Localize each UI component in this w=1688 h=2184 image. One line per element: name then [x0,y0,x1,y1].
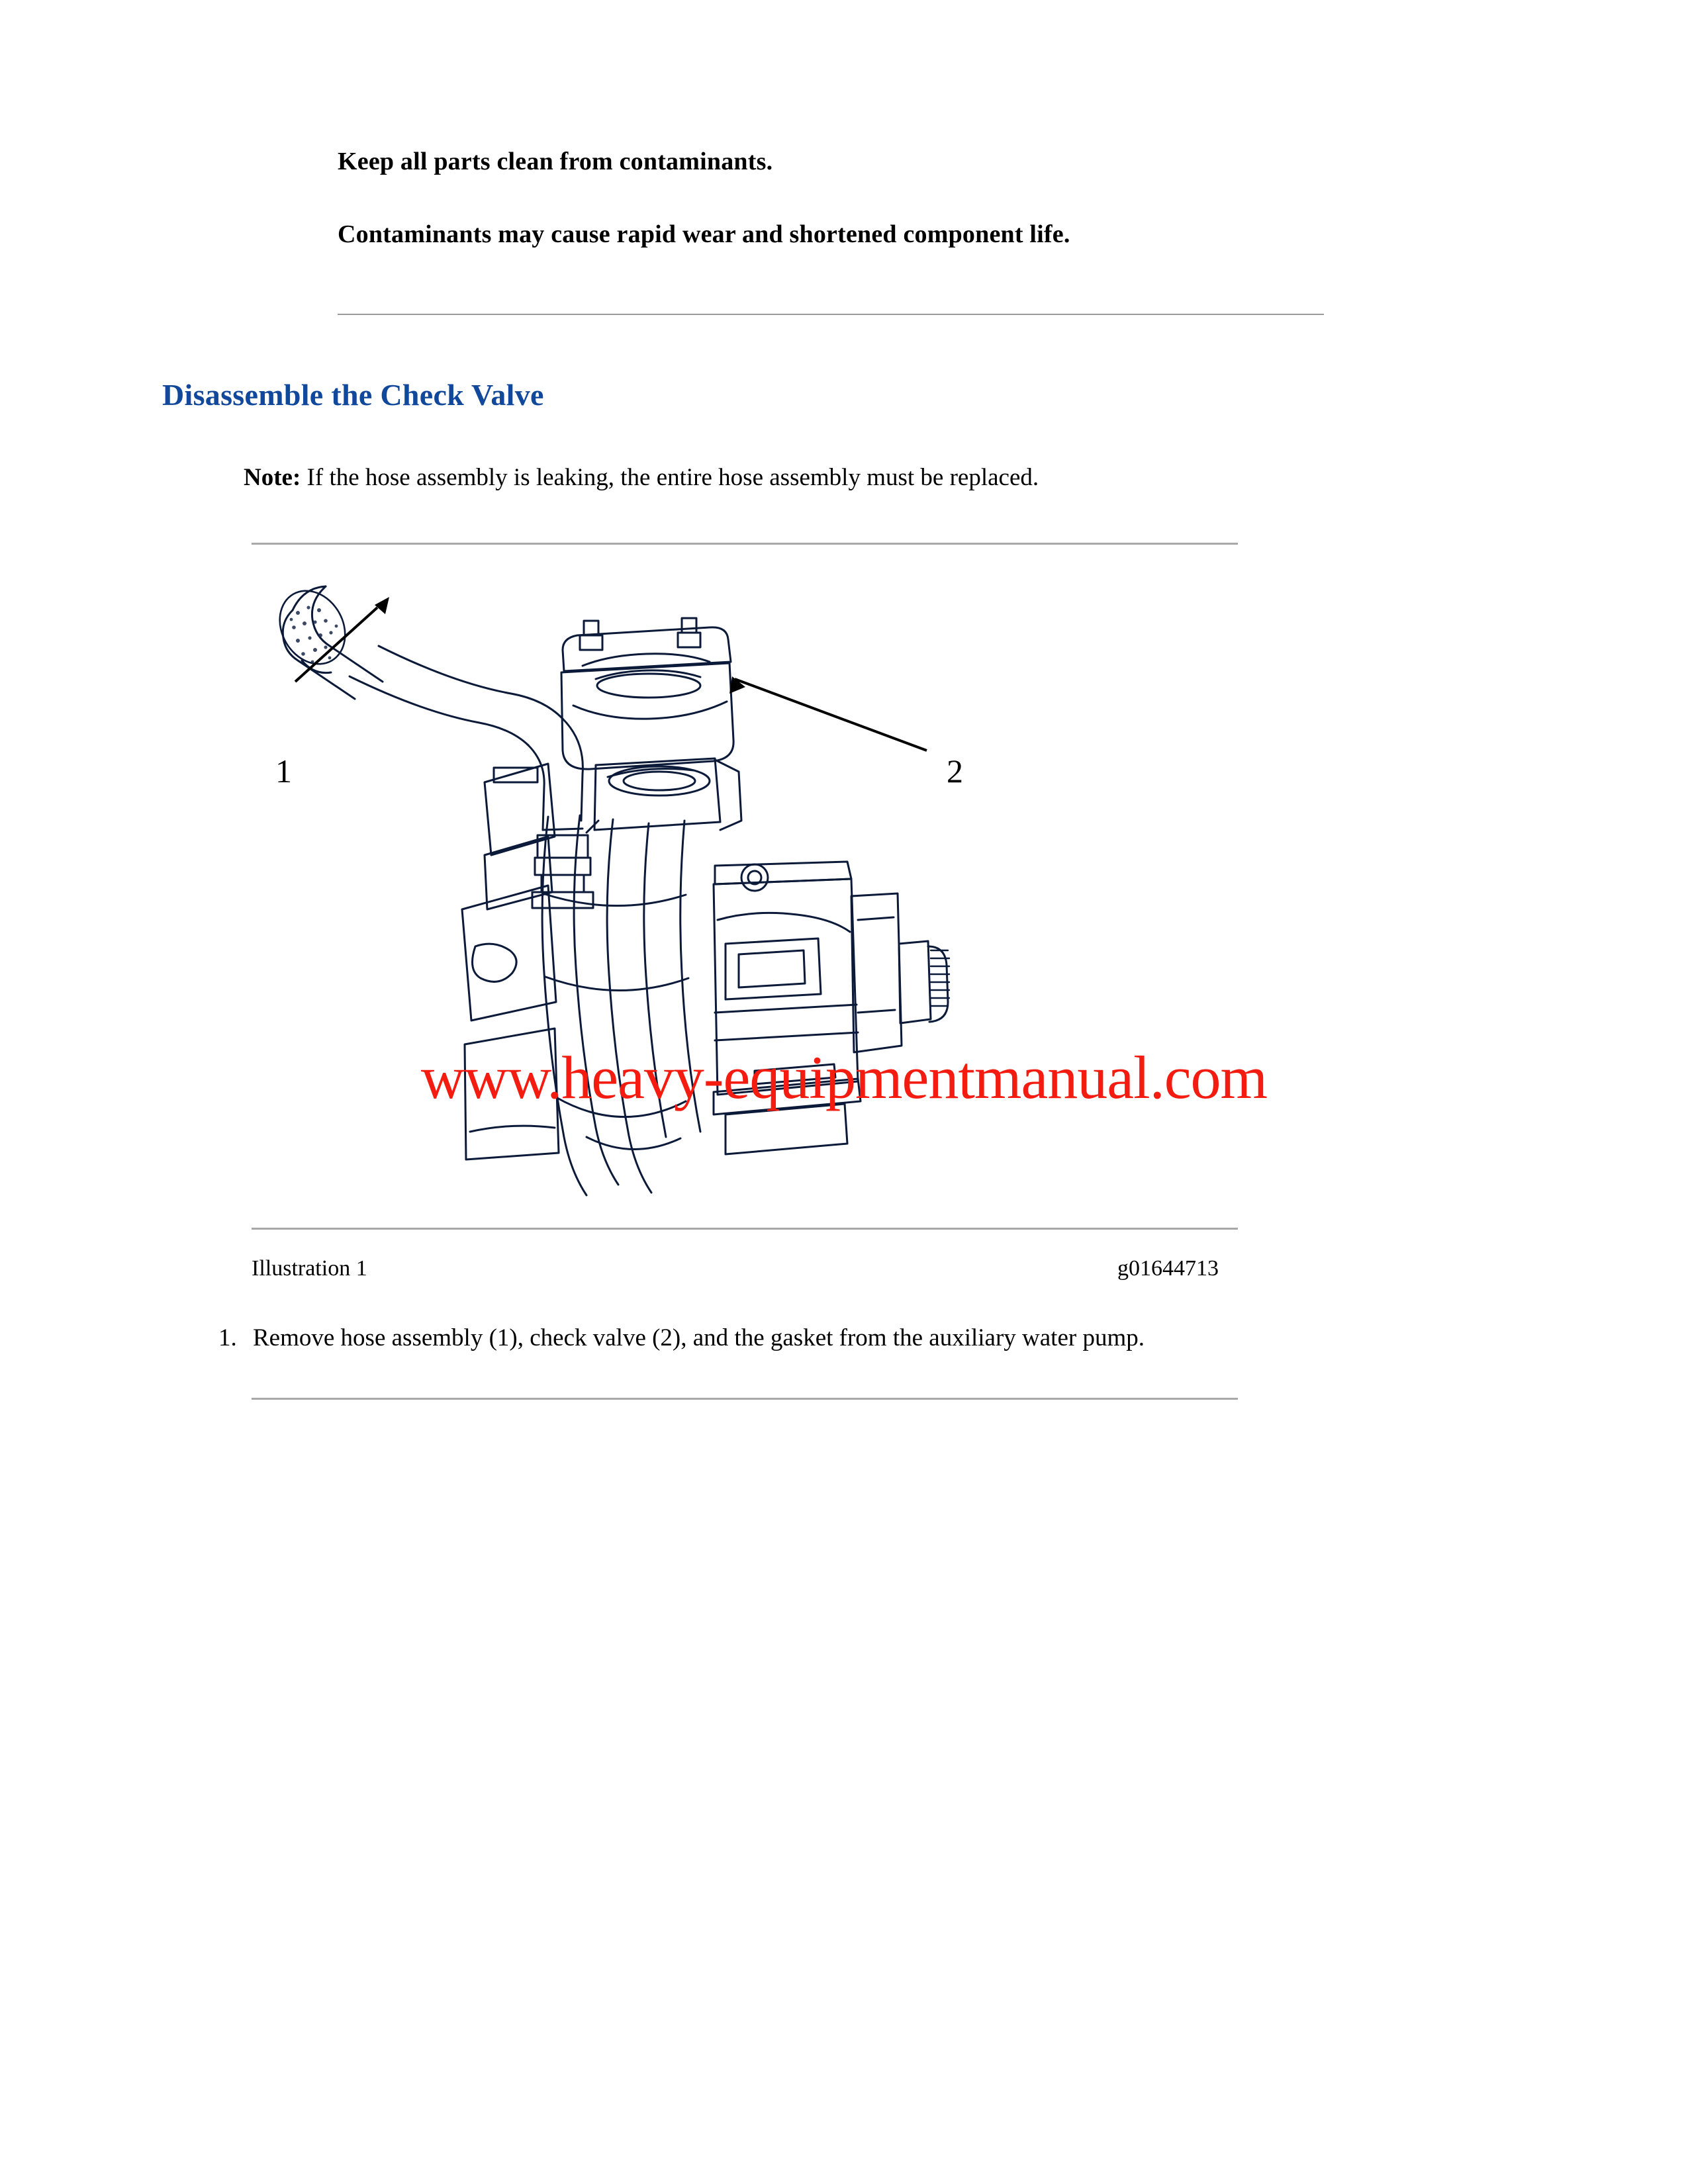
step-text: Remove hose assembly (1), check valve (2), and the gasket from the auxiliary water pump. [253,1324,1145,1351]
step-number: 1. [218,1324,237,1351]
callout-2: 2 [947,752,963,790]
figure-caption: Illustration 1 [252,1256,367,1281]
divider-bottom [252,1398,1238,1400]
figure-graphic-id: g01644713 [1117,1256,1219,1281]
figure-divider-bottom [252,1228,1238,1230]
watermark-url: www.heavy-equipmentmanual.com [420,1044,1268,1111]
section-heading: Disassemble the Check Valve [162,378,544,412]
note-label: Note: [244,464,301,491]
warning-text-1: Keep all parts clean from contaminants. [338,148,773,175]
figure-divider-top [252,543,1238,545]
step-item [218,1324,1251,1352]
warning-text-2: Contaminants may cause rapid wear and shortened component life. [338,220,1070,248]
divider-top [338,314,1324,315]
callout-1: 1 [275,752,292,790]
note-paragraph [244,463,1039,492]
figure-illustration-1 [252,549,1238,1224]
note-text: If the hose assembly is leaking, the entire hose assembly must be replaced. [301,464,1039,491]
pump-assembly-drawing [252,549,1238,1224]
